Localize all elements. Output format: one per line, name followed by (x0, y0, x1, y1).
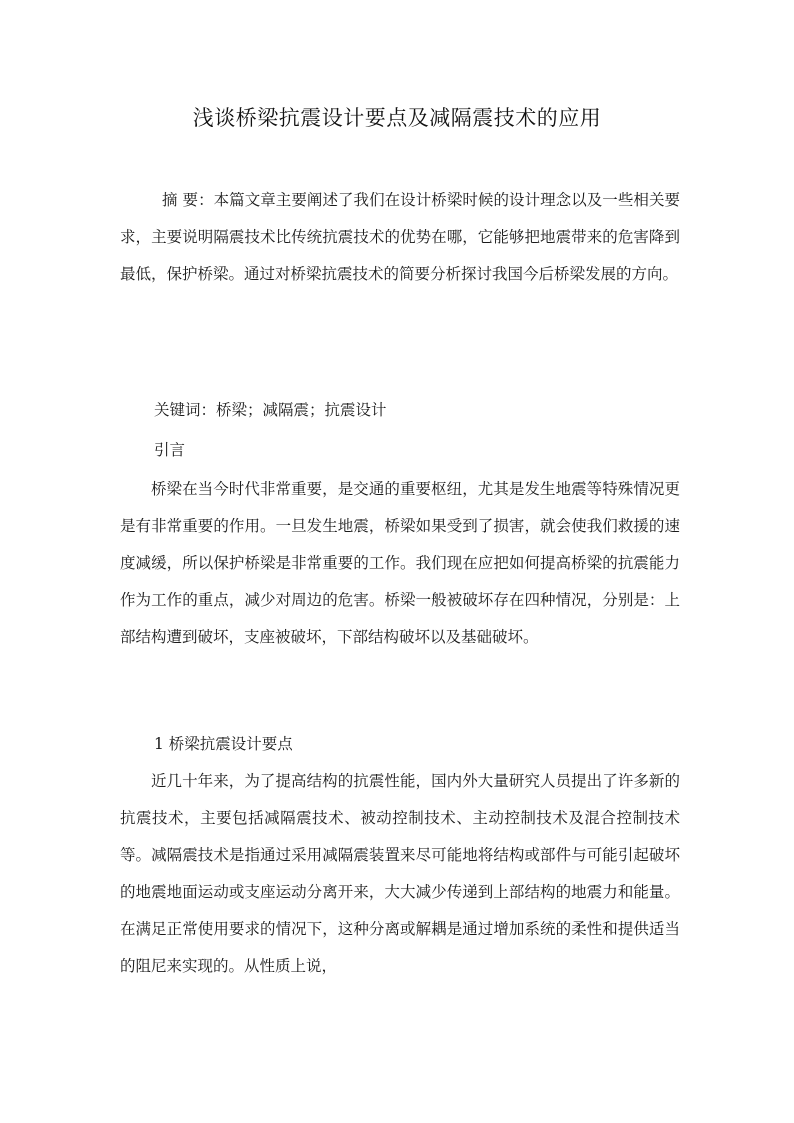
section-1-paragraph: 近几十年来，为了提高结构的抗震性能，国内外大量研究人员提出了许多新的抗震技术，主要包括减隔震技术、被动控制技术、主动控制技术及混合控制技术等。减隔震技术是指通过采用减隔震装置来尽可能地将结构或部件与可能引起破坏的地震地面运动或支座运动分离开来，大大减少传递到上部结构的地震力和能量。在满足正常使用要求的情况下，这种分离或解耦是通过增加系统的柔性和提供适当的阻尼来实现的。从性质上说， (120, 772, 680, 975)
intro-paragraph: 桥梁在当今时代非常重要，是交通的重要枢纽，尤其是发生地震等特殊情况更是有非常重要的作用。一旦发生地震，桥梁如果受到了损害，就会使我们救援的速度减缓，所以保护桥梁是非常重要的工作。我们现在应把如何提高桥梁的抗震能力作为工作的重点，减少对周边的危害。桥梁一般被破坏存在四种情况，分别是：上部结构遭到破坏，支座被破坏，下部结构破坏以及基础破坏。 (120, 480, 680, 646)
section-1-heading: 1 桥梁抗震设计要点 (154, 735, 293, 753)
document-title: 浅谈桥梁抗震设计要点及减隔震技术的应用 (192, 106, 602, 130)
abstract-paragraph: 摘 要：本篇文章主要阐述了我们在设计桥梁时候的设计理念以及一些相关要求，主要说明隔震技术比传统抗震技术的优势在哪，它能够把地震带来的危害降到最低，保护桥梁。通过对桥梁抗震技术的简要分析探讨我国今后桥梁发展的方向。 (120, 191, 680, 283)
intro-heading: 引言 (154, 441, 186, 459)
keywords-line: 关键词：桥梁；减隔震；抗震设计 (154, 401, 387, 419)
